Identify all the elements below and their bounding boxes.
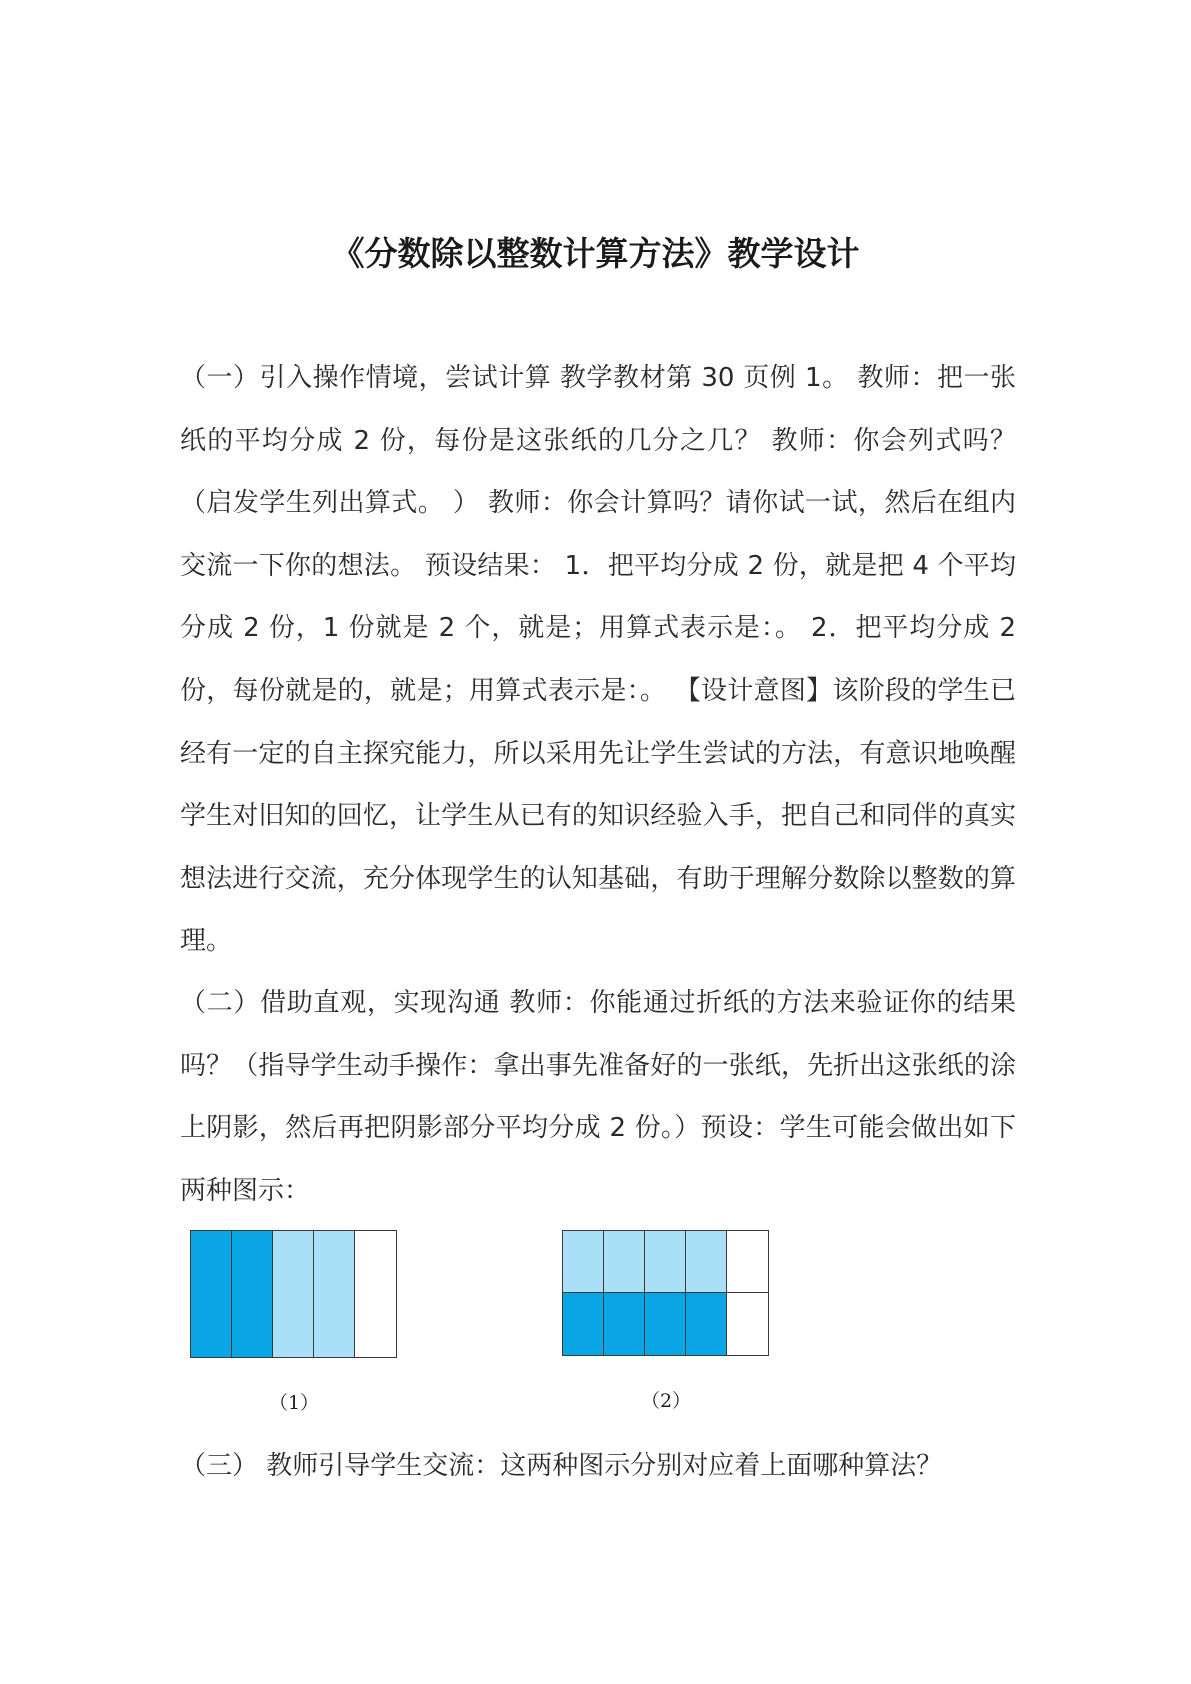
grid-cell-empty: [727, 1293, 768, 1355]
fraction-grid-1: [190, 1230, 397, 1358]
document-title: 《分数除以整数计算方法》教学设计: [331, 234, 860, 273]
paragraph-section-3: （三） 教师引导学生交流：这两种图示分别对应着上面哪种算法？: [180, 1451, 943, 1481]
grid-cell-light: [563, 1231, 604, 1293]
grid-cell-light: [645, 1231, 686, 1293]
grid-cell-dark: [232, 1231, 273, 1357]
fraction-grid-2: [562, 1230, 769, 1356]
grid-cell-dark: [686, 1293, 727, 1355]
grid-cell-light: [314, 1231, 355, 1357]
figure-1: [190, 1230, 398, 1415]
paragraph-section-2: （二）借助直观，实现沟通 教师：你能通过折纸的方法来验证你的结果吗？（指导学生动手操作：拿出事先准备好的一张纸，先折出这张纸的涂上阴影，然后再把阴影部分平均分成 2 份。）预设：学生可能会做出如下两种图示：: [180, 988, 1016, 1206]
grid-cell-empty: [355, 1231, 396, 1357]
grid-cell-dark: [604, 1293, 645, 1355]
figure-2-caption: （2）: [640, 1390, 692, 1412]
figure-1-caption: （1）: [268, 1392, 320, 1414]
figure-2: [562, 1230, 770, 1413]
grid-cell-light: [604, 1231, 645, 1293]
grid-cell-dark: [191, 1231, 232, 1357]
grid-cell-dark: [563, 1293, 604, 1355]
paragraph-section-1: （一）引入操作情境，尝试计算 教学教材第 30 页例 1。 教师：把一张纸的平均分成 2 份，每份是这张纸的几分之几？ 教师：你会列式吗？（启发学生列出算式。 ） 教师：你会计算吗？请你试一试，然后在组内交流一下你的想法。 预设结果： 1．把平均分成 2 份，就是把 4 个平均分成 2 份，1 份就是 2 个，就是；用算式表示是：。 2．把平均分成 2 份，每份就是的，就是；用算式表示是：。 【设计意图】该阶段的学生已经有一定的自主探究能力，所以采用先让学生尝试的方法，有意识地唤醒学生对旧知的回忆，让学生从已有的知识经验入手，把自己和同伴的真实想法进行交流，充分体现学生的认知基础，有助于理解分数除以整数的算理。: [180, 363, 1016, 957]
grid-cell-light: [273, 1231, 314, 1357]
grid-cell-dark: [645, 1293, 686, 1355]
grid-cell-light: [686, 1231, 727, 1293]
grid-cell-empty: [727, 1231, 768, 1293]
